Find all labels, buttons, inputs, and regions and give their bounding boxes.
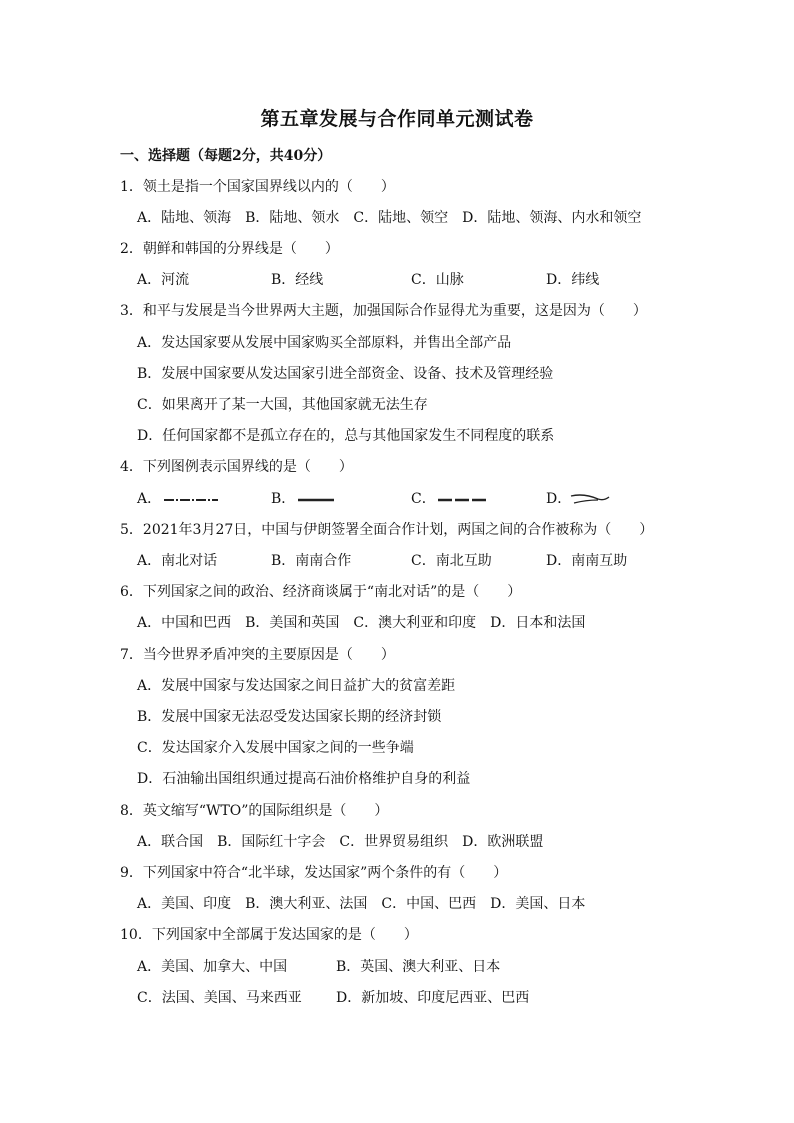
question-4-option-d: D． [546, 491, 572, 507]
question-4-stem: 4．下列图例表示国界线的是（ ） [120, 459, 353, 475]
question-2-option-a: A．河流 [137, 272, 190, 288]
question-6-stem: 6．下列国家之间的政治、经济商谈属于“南北对话”的是（ ） [120, 584, 522, 600]
question-10-option-a: A．美国、加拿大、中国 [137, 959, 288, 975]
question-10-option-c: C．法国、美国、马来西亚 [137, 990, 302, 1006]
question-7-option-a: A．发展中国家与发达国家之间日益扩大的贫富差距 [137, 678, 456, 694]
question-7-option-d: D．石油输出国组织通过提高石油价格维护自身的利益 [137, 771, 471, 787]
question-8-stem: 8．英文缩写“WTO”的国际组织是（ ） [120, 803, 389, 819]
question-1-options: A．陆地、领海 B．陆地、领水 C．陆地、领空 D．陆地、领海、内水和领空 [137, 210, 642, 226]
question-4-option-a: A． [137, 491, 162, 507]
question-4-option-c: C． [411, 491, 436, 507]
section-heading: 一、选择题（每题2分，共40分） [120, 148, 332, 164]
question-5-option-b: B．南南合作 [271, 553, 352, 569]
question-9-options: A．美国、印度 B．澳大利亚、法国 C．中国、巴西 D．美国、日本 [137, 896, 586, 912]
question-3-option-b: B．发展中国家要从发达国家引进全部资金、设备、技术及管理经验 [137, 366, 554, 382]
question-2-stem: 2．朝鲜和韩国的分界线是（ ） [120, 241, 339, 257]
question-5-option-c: C．南北互助 [411, 553, 492, 569]
page-title: 第五章发展与合作同单元测试卷 [260, 108, 534, 130]
question-1-stem: 1．领土是指一个国家国界线以内的（ ） [120, 179, 395, 195]
question-10-option-b: B．英国、澳大利亚、日本 [336, 959, 501, 975]
boundary-symbol-a-icon [162, 488, 220, 508]
boundary-symbol-d-icon [568, 488, 612, 508]
question-6-options: A．中国和巴西 B．美国和英国 C．澳大利亚和印度 D．日本和法国 [137, 615, 586, 631]
question-5-stem: 5．2021年3月27日，中国与伊朗签署全面合作计划，两国之间的合作被称为（ ） [120, 522, 654, 538]
question-5-option-a: A．南北对话 [137, 553, 218, 569]
question-10-stem: 10．下列国家中全部属于发达国家的是（ ） [120, 927, 418, 943]
question-8-options: A．联合国 B．国际红十字会 C．世界贸易组织 D．欧洲联盟 [137, 834, 544, 850]
question-2-option-d: D．纬线 [546, 272, 600, 288]
question-4-option-b: B． [271, 491, 296, 507]
question-3-option-d: D．任何国家都不是孤立存在的，总与其他国家发生不同程度的联系 [137, 428, 555, 444]
question-10-option-d: D．新加坡、印度尼西亚、巴西 [336, 990, 530, 1006]
boundary-symbol-c-icon [436, 488, 490, 508]
question-7-option-c: C．发达国家介入发展中国家之间的一些争端 [137, 740, 414, 756]
question-3-option-c: C．如果离开了某一大国，其他国家就无法生存 [137, 397, 428, 413]
question-3-stem: 3．和平与发展是当今世界两大主题，加强国际合作显得尤为重要，这是因为（ ） [120, 303, 647, 319]
question-9-stem: 9．下列国家中符合“北半球，发达国家”两个条件的有（ ） [120, 865, 508, 881]
question-2-option-c: C．山脉 [411, 272, 464, 288]
question-7-stem: 7．当今世界矛盾冲突的主要原因是（ ） [120, 647, 395, 663]
question-3-option-a: A．发达国家要从发展中国家购买全部原料，并售出全部产品 [137, 335, 512, 351]
boundary-symbol-b-icon [296, 488, 336, 508]
question-5-option-d: D．南南互助 [546, 553, 628, 569]
question-7-option-b: B．发展中国家无法忍受发达国家长期的经济封锁 [137, 709, 442, 725]
question-2-option-b: B．经线 [271, 272, 324, 288]
